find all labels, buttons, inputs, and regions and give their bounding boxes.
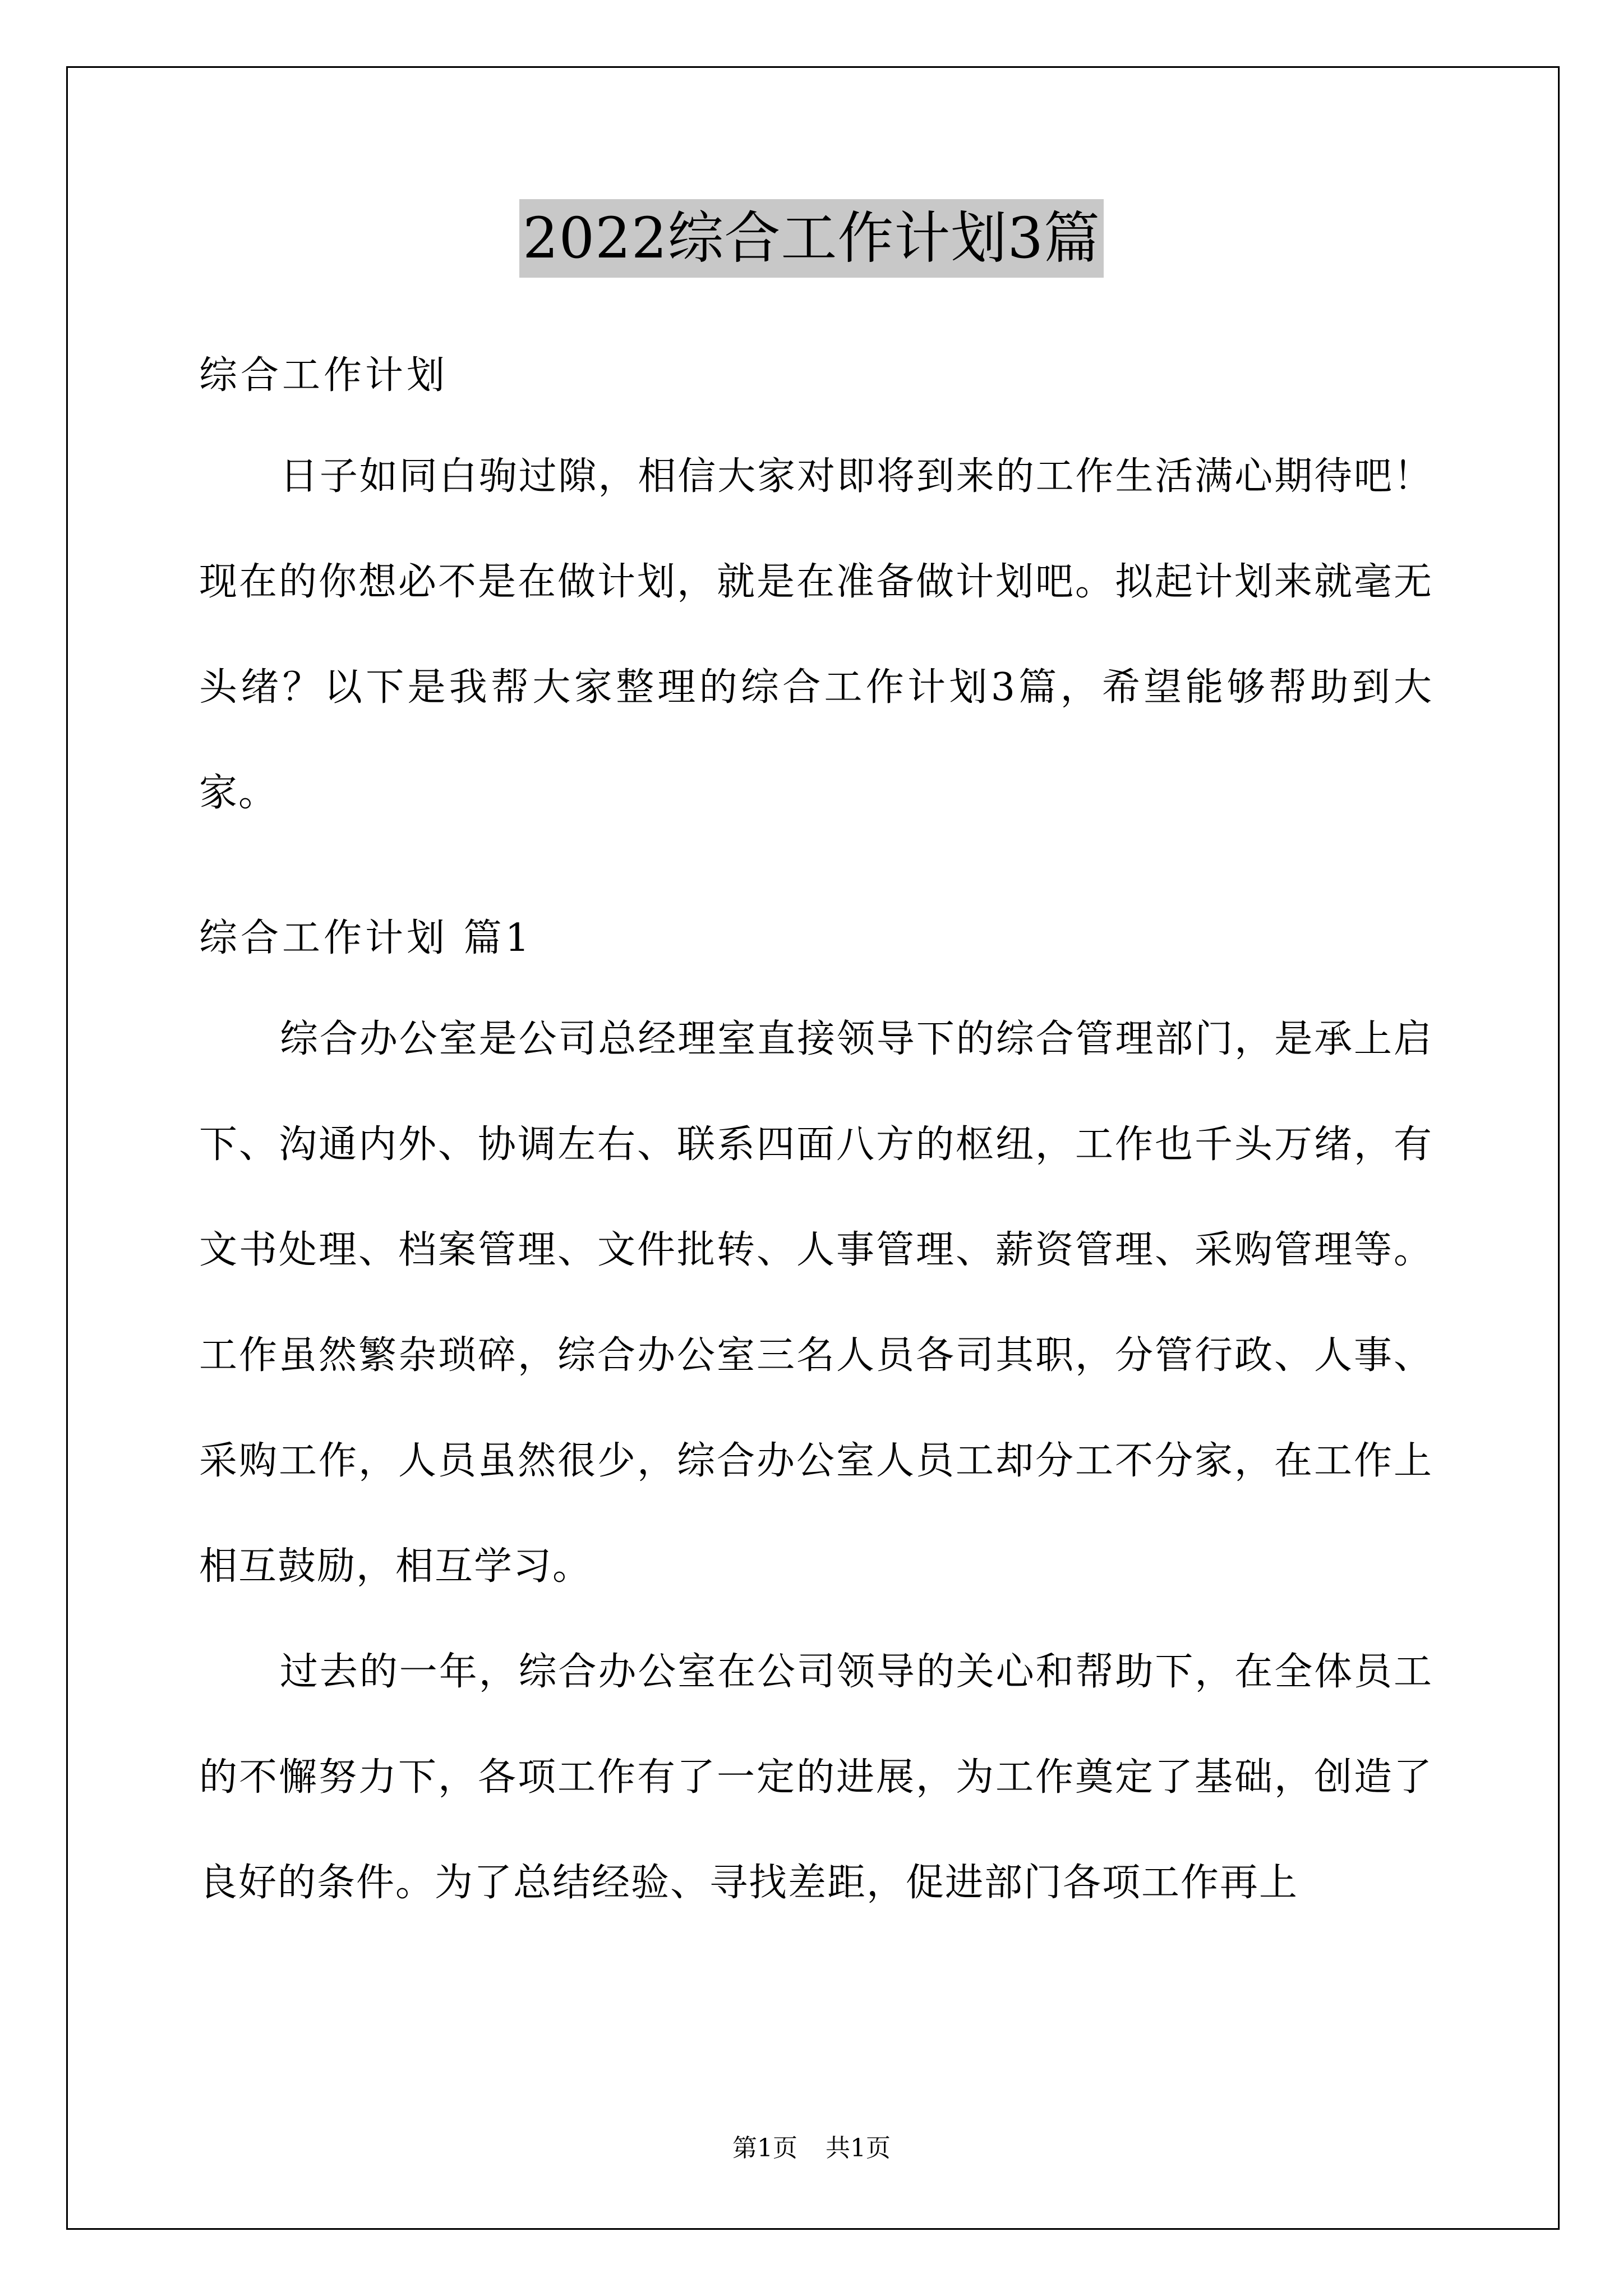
- document-title: 2022综合工作计划3篇: [519, 199, 1104, 278]
- title-container: [0, 199, 1623, 278]
- section-heading: 综合工作计划 篇1: [199, 916, 533, 960]
- page-number-total: 共1页: [826, 2134, 891, 2162]
- intro-paragraph: 日子如同白驹过隙，相信大家对即将到来的工作生活满心期待吧！现在的你想必不是在做计划，就是在准备做计划吧。拟起计划来就毫无头绪？以下是我帮大家整理的综合工作计划3篇，希望能够帮助到大家。: [199, 454, 1433, 815]
- section-paragraph-2: 过去的一年，综合办公室在公司领导的关心和帮助下，在全体员工的不懈努力下，各项工作有了一定的进展，为工作奠定了基础，创造了良好的条件。为了总结经验、寻找差距，促进部门各项工作再上: [199, 1650, 1433, 1905]
- page-number-current: 第1页: [732, 2134, 797, 2162]
- page-footer: [0, 2132, 1623, 2165]
- section-paragraph-1: 综合办公室是公司总经理室直接领导下的综合管理部门，是承上启下、沟通内外、协调左右、联系四面八方的枢纽，工作也千头万绪，有文书处理、档案管理、文件批转、人事管理、薪资管理、采购管理等。工作虽然繁杂琐碎，综合办公室三名人员各司其职，分管行政、人事、采购工作，人员虽然很少，综合办公室人员工却分工不分家，在工作上相互鼓励，相互学习。: [199, 1017, 1433, 1589]
- document-body: [199, 337, 1433, 1936]
- intro-heading: 综合工作计划: [199, 353, 449, 398]
